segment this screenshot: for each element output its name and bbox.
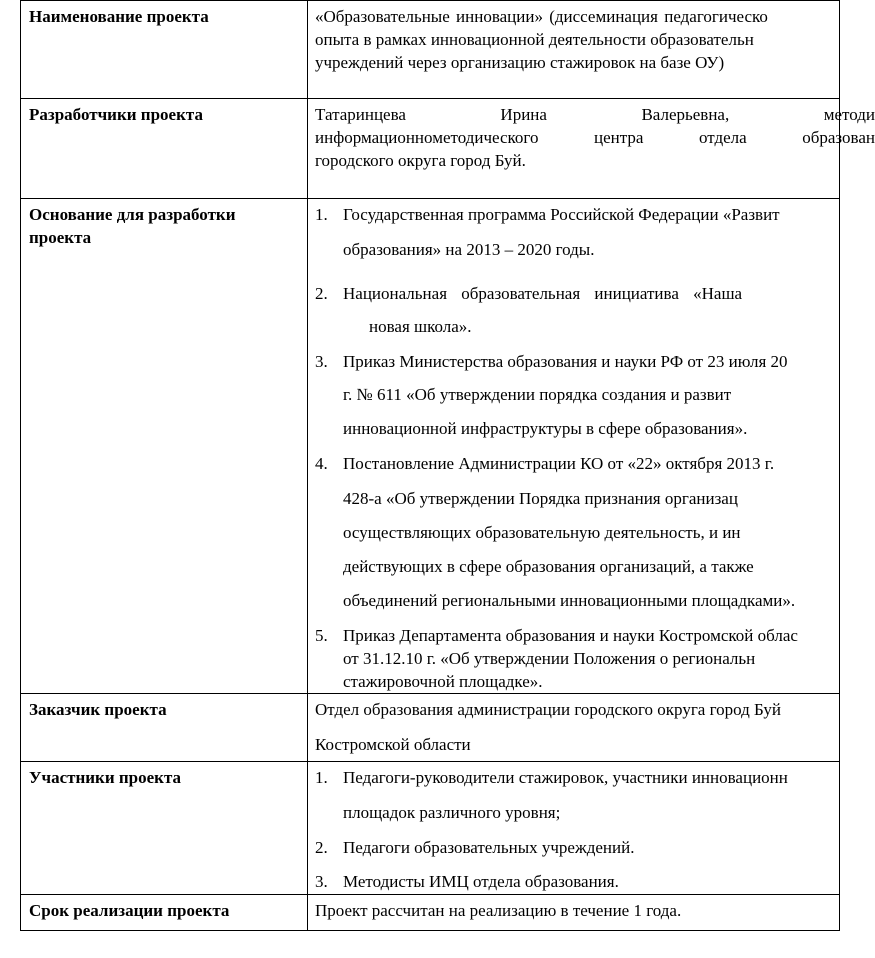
value-term: Проект рассчитан на реализацию в течение 1 года.	[308, 895, 840, 931]
basis-item-line: стажировочной площадке».	[343, 672, 543, 691]
basis-item-line: осуществляющих образовательную деятельность, и ин	[343, 523, 741, 542]
value-basis	[308, 199, 840, 694]
passport-table	[20, 0, 875, 931]
participants-item	[315, 836, 839, 870]
project-name-line: «Образовательные инновации» (диссеминация педагогическо	[315, 7, 768, 26]
label-participants: Участники проекта	[21, 762, 308, 895]
participants-item	[315, 766, 839, 836]
basis-list	[315, 203, 839, 693]
developers-line	[315, 126, 875, 149]
basis-item-line: действующих в сфере образования организаций, а также	[343, 557, 754, 576]
value-project-name	[308, 1, 840, 99]
basis-item-line: новая школа».	[369, 317, 472, 336]
label-customer: Заказчик проекта	[21, 694, 308, 762]
participants-item-line: Методисты ИМЦ отдела образования.	[343, 872, 619, 891]
label-term: Срок реализации проекта	[21, 895, 308, 931]
participants-item-number: 1.	[315, 768, 328, 787]
label-project-name: Наименование проекта	[21, 1, 308, 99]
basis-item	[315, 282, 839, 350]
basis-item-line: Приказ Министерства образования и науки РФ от 23 июля 20	[343, 352, 788, 371]
developers-line	[315, 103, 875, 126]
basis-item	[315, 350, 839, 452]
developers-word: методи	[823, 105, 875, 124]
basis-item-line: г. № 611 «Об утверждении порядка создания и развит	[343, 385, 732, 404]
basis-item-line: 428-а «Об утверждении Порядка признания организац	[343, 489, 738, 508]
project-name-line: учреждений через организацию стажировок на базе ОУ)	[315, 53, 725, 72]
row-project-name	[21, 1, 840, 99]
participants-item-number: 3.	[315, 872, 328, 891]
basis-item-number: 1.	[315, 205, 328, 224]
row-term	[21, 895, 840, 931]
basis-item-line: Государственная программа Российской Федерации «Развит	[343, 205, 780, 224]
row-participants	[21, 762, 840, 895]
project-name-line: опыта в рамках инновационной деятельности образовательн	[315, 30, 754, 49]
developers-word: Ирина	[500, 105, 547, 124]
value-developers	[308, 99, 875, 199]
basis-item-number: 3.	[315, 352, 328, 371]
participants-item-line: Педагоги образовательных учреждений.	[343, 838, 635, 857]
value-customer	[308, 694, 840, 762]
basis-item-number: 2.	[315, 284, 328, 303]
basis-item-line: Приказ Департамента образования и науки Костромской облас	[343, 626, 798, 645]
developers-word: Татаринцева	[315, 105, 406, 124]
customer-line: Отдел образования администрации городского округа город Буй	[315, 700, 781, 719]
developers-word: отдела	[698, 128, 747, 147]
label-developers: Разработчики проекта	[21, 99, 308, 199]
label-basis: Основание для разработки проекта	[21, 199, 308, 694]
participants-item-line: площадок различного уровня;	[343, 803, 561, 822]
basis-item-number: 4.	[315, 454, 328, 473]
row-developers	[21, 99, 840, 199]
customer-line: Костромской области	[315, 735, 471, 754]
basis-item-line: объединений региональными инновационными площадками».	[343, 591, 796, 610]
row-customer	[21, 694, 840, 762]
participants-list	[315, 766, 839, 893]
participants-item-number: 2.	[315, 838, 328, 857]
participants-item-line: Педагоги-руководители стажировок, участники инновационн	[343, 768, 788, 787]
project-passport-table	[20, 0, 875, 931]
developers-word: образован	[802, 128, 875, 147]
developers-word: Валерьевна,	[641, 105, 730, 124]
basis-item-line: Постановление Администрации КО от «22» октября 2013 г.	[343, 454, 775, 473]
row-basis	[21, 199, 840, 694]
basis-item-line: инновационной инфраструктуры в сфере образования».	[343, 419, 748, 438]
developers-word: центра	[594, 128, 644, 147]
developers-word: информационнометодического	[315, 128, 539, 147]
basis-item-line: образования» на 2013 – 2020 годы.	[343, 240, 595, 259]
basis-item	[315, 203, 839, 274]
basis-item-line: Национальная образовательная инициатива «Наша	[343, 284, 743, 303]
developers-line: городского округа город Буй.	[315, 151, 526, 170]
value-participants	[308, 762, 840, 895]
basis-item-line: от 31.12.10 г. «Об утверждении Положения о региональн	[343, 649, 756, 668]
basis-item	[315, 452, 839, 624]
participants-item	[315, 870, 839, 893]
basis-item-number: 5.	[315, 626, 328, 645]
basis-item	[315, 624, 839, 693]
